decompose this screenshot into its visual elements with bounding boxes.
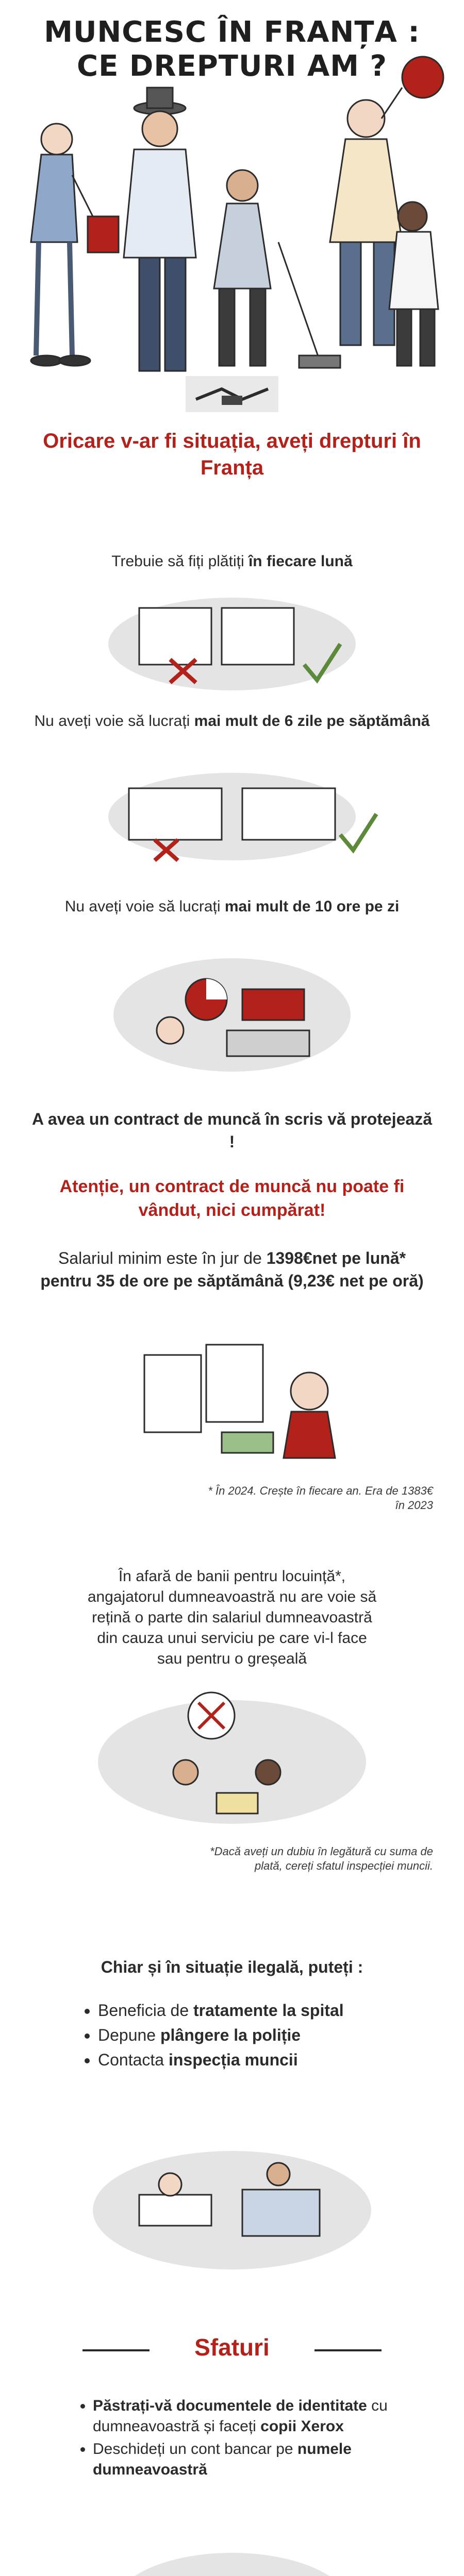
documents-illustration	[0, 2535, 464, 2576]
illegal-right-police: • Depune plângere la poliție	[98, 2024, 412, 2046]
advice-list	[72, 2396, 412, 2482]
hospital-police-illustration	[0, 2133, 464, 2277]
right-paid-monthly	[31, 551, 433, 572]
housing-footnote: *Dacă aveți un dubiu în legătură cu suma de plată, cereți sfatul inspecției muncii.	[210, 1845, 433, 1872]
deduction-illustration	[0, 1680, 464, 1834]
overwork-illustration	[0, 943, 464, 1082]
title-line-1: MUNCESC ÎN FRANȚA :	[44, 15, 420, 49]
illegal-intro: Chiar și în situație ilegală, puteți :	[101, 1958, 363, 1976]
right-max-six-days	[31, 711, 433, 732]
intro-headline: Oricare v-ar fi situația, aveți drepturi în Franța	[43, 430, 421, 479]
advice-heading: Sfaturi	[194, 2334, 270, 2361]
illegal-rights-list	[77, 1999, 412, 2073]
housing-deduction-text: În afară de banii pentru locuință*, angajatorul dumneavoastră nu are voie să rețină o parte din salariul dumneavoastră din cauza unui serviciu pe care vi-l face sau pentru o greșeală	[87, 1568, 377, 1667]
contract-protect: A avea un contract de muncă în scris vă protejează !	[32, 1110, 432, 1151]
right-3-text: Nu aveți voie să lucrați	[64, 898, 225, 915]
page-title	[0, 15, 464, 83]
right-max-ten-hours	[31, 896, 433, 917]
handshake-icon	[186, 371, 278, 417]
salary-footnote: * În 2024. Crește în fiecare an. Era de 1383€ în 2023	[208, 1484, 433, 1512]
contract-warning: Atenție, un contract de muncă nu poate fi vândut, nici cumpărat!	[59, 1177, 405, 1220]
illegal-right-inspection: • Contacta inspecția muncii	[98, 2048, 412, 2071]
minimum-salary	[31, 1247, 433, 1292]
week-calendars-illustration	[0, 762, 464, 866]
calendars-illustration	[0, 587, 464, 696]
right-2-text: Nu aveți voie să lucrați	[34, 713, 194, 730]
illegal-right-hospital: • Beneficia de tratamente la spital	[98, 1999, 412, 2022]
right-2-bold: mai mult de 6 zile pe săptămână	[194, 713, 430, 730]
right-3-bold: mai mult de 10 ore pe zi	[224, 898, 400, 915]
divider-right	[314, 2349, 382, 2351]
salary-bold: 1398€net pe lună* pentru 35 de ore pe săptămână (9,23€ net pe oră)	[40, 1249, 424, 1290]
payslip-illustration	[0, 1329, 464, 1463]
title-line-2: CE DREPTURI AM ?	[77, 49, 387, 83]
right-1-text: Trebuie să fiți plătiți	[111, 553, 248, 570]
advice-keep-documents: • Păstrați-vă documentele de identitate cu dumneavoastră și faceți copii Xerox	[93, 2396, 412, 2437]
right-1-bold: în fiecare lună	[248, 553, 353, 570]
advice-bank-account: • Deschideți un cont bancar pe numele dumneavoastră	[93, 2439, 412, 2480]
salary-text: Salariul minim este în jur de	[58, 1249, 267, 1267]
